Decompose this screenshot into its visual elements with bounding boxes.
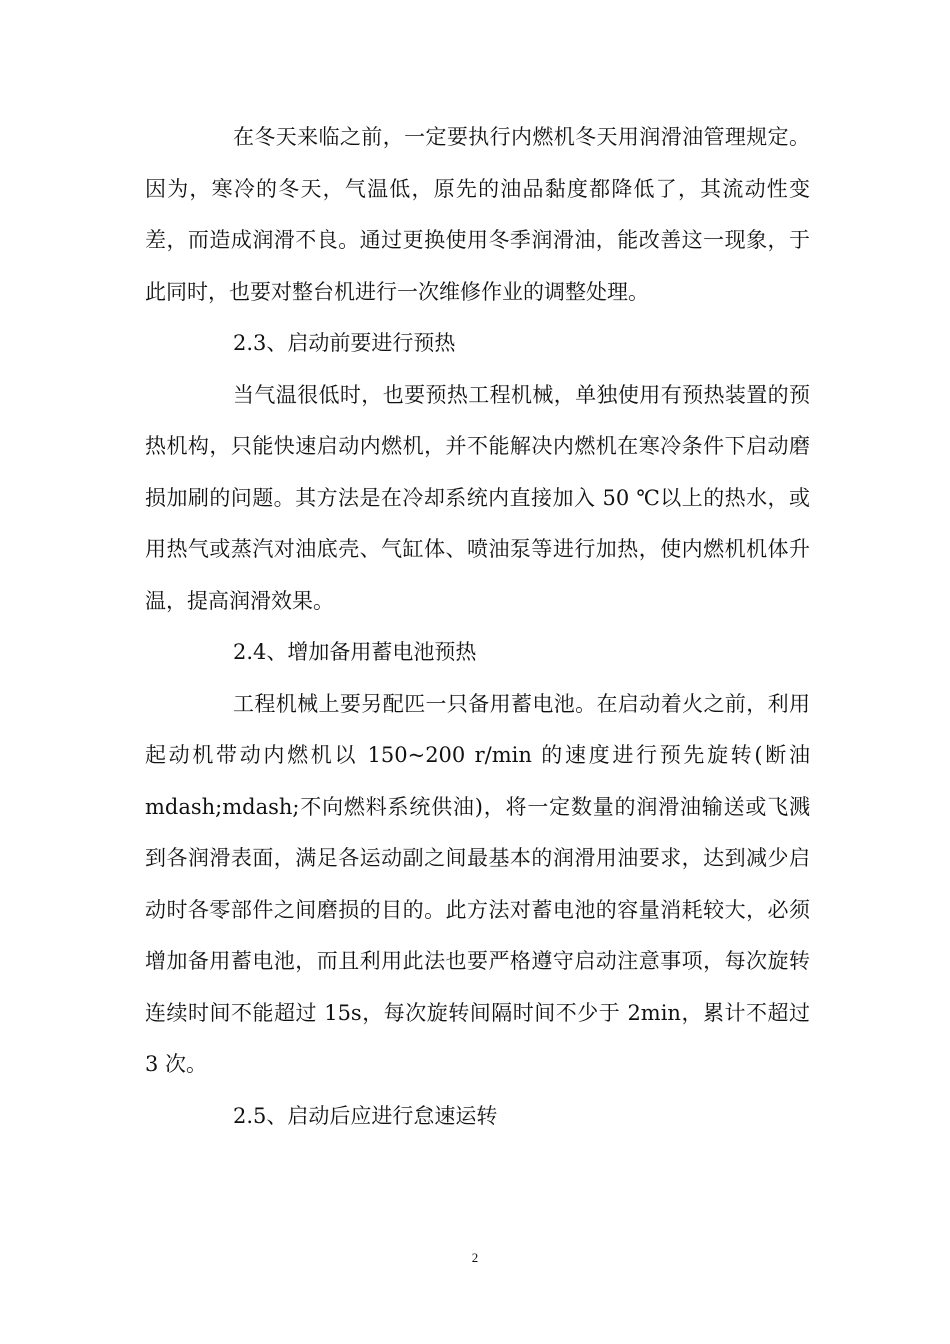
paragraph-winter-lubricant: 在冬天来临之前，一定要执行内燃机冬天用润滑油管理规定。因为，寒冷的冬天，气温低，原先的油品黏度都降低了，其流动性变差，而造成润滑不良。通过更换使用冬季润滑油，能改善这一现象，于此同时，也要对整台机进行一次维修作业的调整处理。 (145, 125, 810, 304)
paragraph-preheat-method: 当气温很低时，也要预热工程机械，单独使用有预热装置的预热机构，只能快速启动内燃机，并不能解决内燃机在寒冷条件下启动磨损加刷的问题。其方法是在冷却系统内直接加入 50 ℃以上的热水，或用热气或蒸汽对油底壳、气缸体、喷油泵等进行加热，使内燃机机体升温，提高润滑效果。 (145, 382, 810, 613)
section-heading-2-3: 2.3、启动前要进行预热 (233, 331, 456, 355)
section-heading-2-4: 2.4、增加备用蓄电池预热 (233, 640, 477, 664)
body-text (145, 112, 810, 1142)
section-heading-2-5: 2.5、启动后应进行怠速运转 (233, 1103, 498, 1128)
paragraph-backup-battery: 工程机械上要另配匹一只备用蓄电池。在启动着火之前，利用起动机带动内燃机以 150~200 r/min 的速度进行预先旋转(断油mdash;mdash;不向燃料系统供油)，将一定数量的润滑油输送或飞溅到各润滑表面，满足各运动副之间最基本的润滑用油要求，达到减少启动时各零部件之间磨损的目的。此方法对蓄电池的容量消耗较大，必须增加备用蓄电池，而且利用此法也要严格遵守启动注意事项，每次旋转连续时间不能超过 15s，每次旋转间隔时间不少于 2min，累计不超过 3 次。 (145, 691, 810, 1076)
page-number: 2 (471, 1250, 479, 1265)
